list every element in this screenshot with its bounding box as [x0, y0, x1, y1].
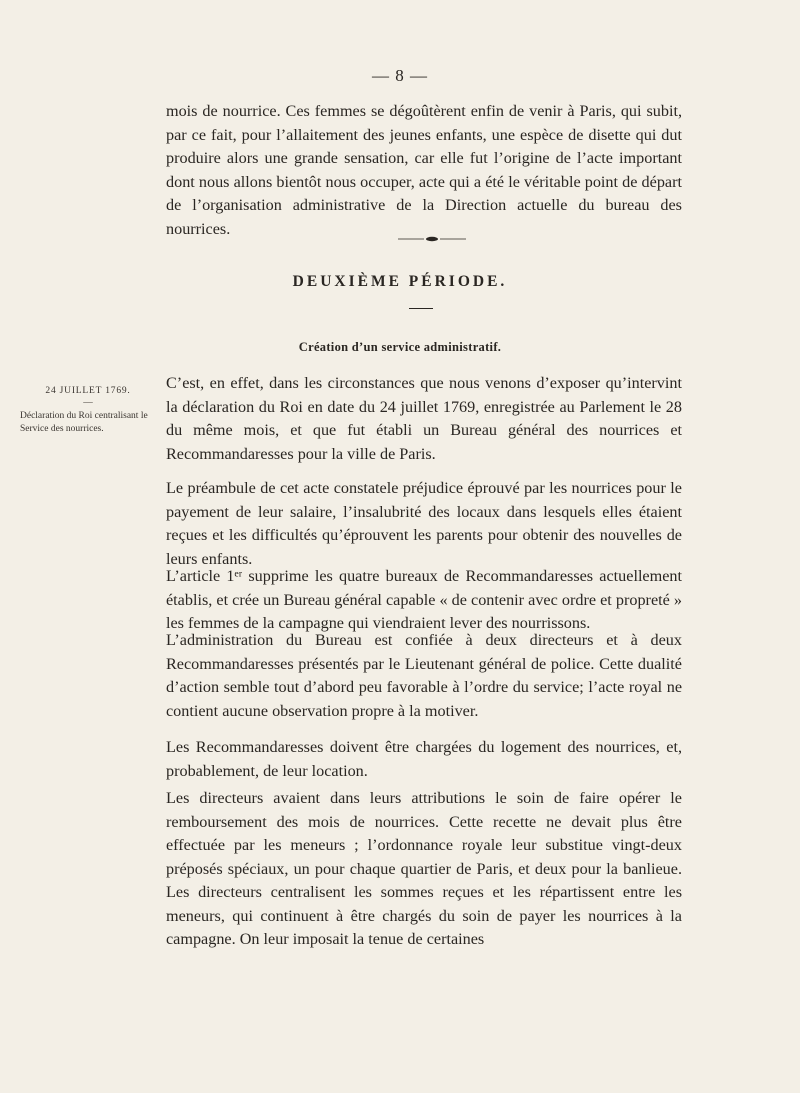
- paragraph-1: [166, 372, 682, 466]
- intro-paragraph: [166, 100, 682, 241]
- paragraph-2: [166, 477, 682, 571]
- paragraph-text: Les directeurs avaient dans leurs attributions le soin de faire opérer le remboursement des mois de nourrices. Cette recette ne devait plus être effectuée par les meneurs ; l’ordonnance royale leur substitue vingt-deux préposés spéciaux, un pour chaque quartier de Paris, et deux pour la banlieue. Les directeurs centralisent les sommes reçues et les répartissent entre les meneurs, qui continuent à être chargés du soin de payer les nourrices à la campagne. On leur imposait la tenue de certaines: [166, 789, 682, 948]
- page-number: — 8 —: [372, 66, 428, 85]
- margin-note-description: Déclaration du Roi centralisant le Service des nourrices.: [20, 411, 148, 434]
- paragraph-text: Les Recommandaresses doivent être chargées du logement des nourrices, et, probablement, de leur location.: [166, 738, 682, 780]
- paragraph-5: [166, 736, 682, 783]
- title-rule: [409, 308, 433, 309]
- paragraph-3: [166, 565, 682, 636]
- paragraph-text: mois de nourrice. Ces femmes se dégoûtèrent enfin de venir à Paris, qui subit, par ce fait, pour l’allaitement des jeunes enfants, une espèce de disette qui dut produire alors une grande sensation, car elle fut l’origine de l’acte important dont nous allons bientôt nous occuper, acte qui a été le véritable point de départ de l’organisation administrative de la Direction actuelle du bureau des nourrices.: [166, 102, 682, 238]
- paragraph-text: C’est, en effet, dans les circonstances que nous venons d’exposer qu’intervint la déclaration du Roi en date du 24 juillet 1769, enregistrée au Parlement le 28 du même mois, et que fut établi un Bureau général des nourrices et Recommandaresses pour la ville de Paris.: [166, 374, 682, 463]
- section-subtitle: Création d’un service administratif.: [298, 340, 502, 354]
- paragraph-text: L’article 1ᵉʳ supprime les quatre bureaux de Recommandaresses actuellement établis, et crée un Bureau général capable « de contenir avec ordre et propreté » les femmes de la campagne qui viendraient lever des nourrissons.: [166, 567, 682, 632]
- margin-note-dash: —: [83, 398, 93, 408]
- paragraph-text: Le préambule de cet acte constatele préjudice éprouvé par les nourrices pour le payement de leur salaire, l’insalubrité des locaux dans lesquels elles étaient reçues et les difficultés qu’éprouvent les parents pour obtenir des nouvelles de leurs enfants.: [166, 479, 682, 568]
- margin-note-date: 24 JUILLET 1769.: [45, 386, 131, 396]
- section-title: DEUXIÈME PÉRIODE.: [292, 273, 508, 290]
- paragraph-6: [166, 787, 682, 952]
- ornament-divider-icon: [398, 236, 466, 242]
- paragraph-text: L’administration du Bureau est confiée à deux directeurs et à deux Recommandaresses présentés par le Lieutenant général de police. Cette dualité d’action semble tout d’abord peu favorable à l’ordre du service; l’acte royal ne contient aucune observation propre à la motiver.: [166, 631, 682, 720]
- paragraph-4: [166, 629, 682, 723]
